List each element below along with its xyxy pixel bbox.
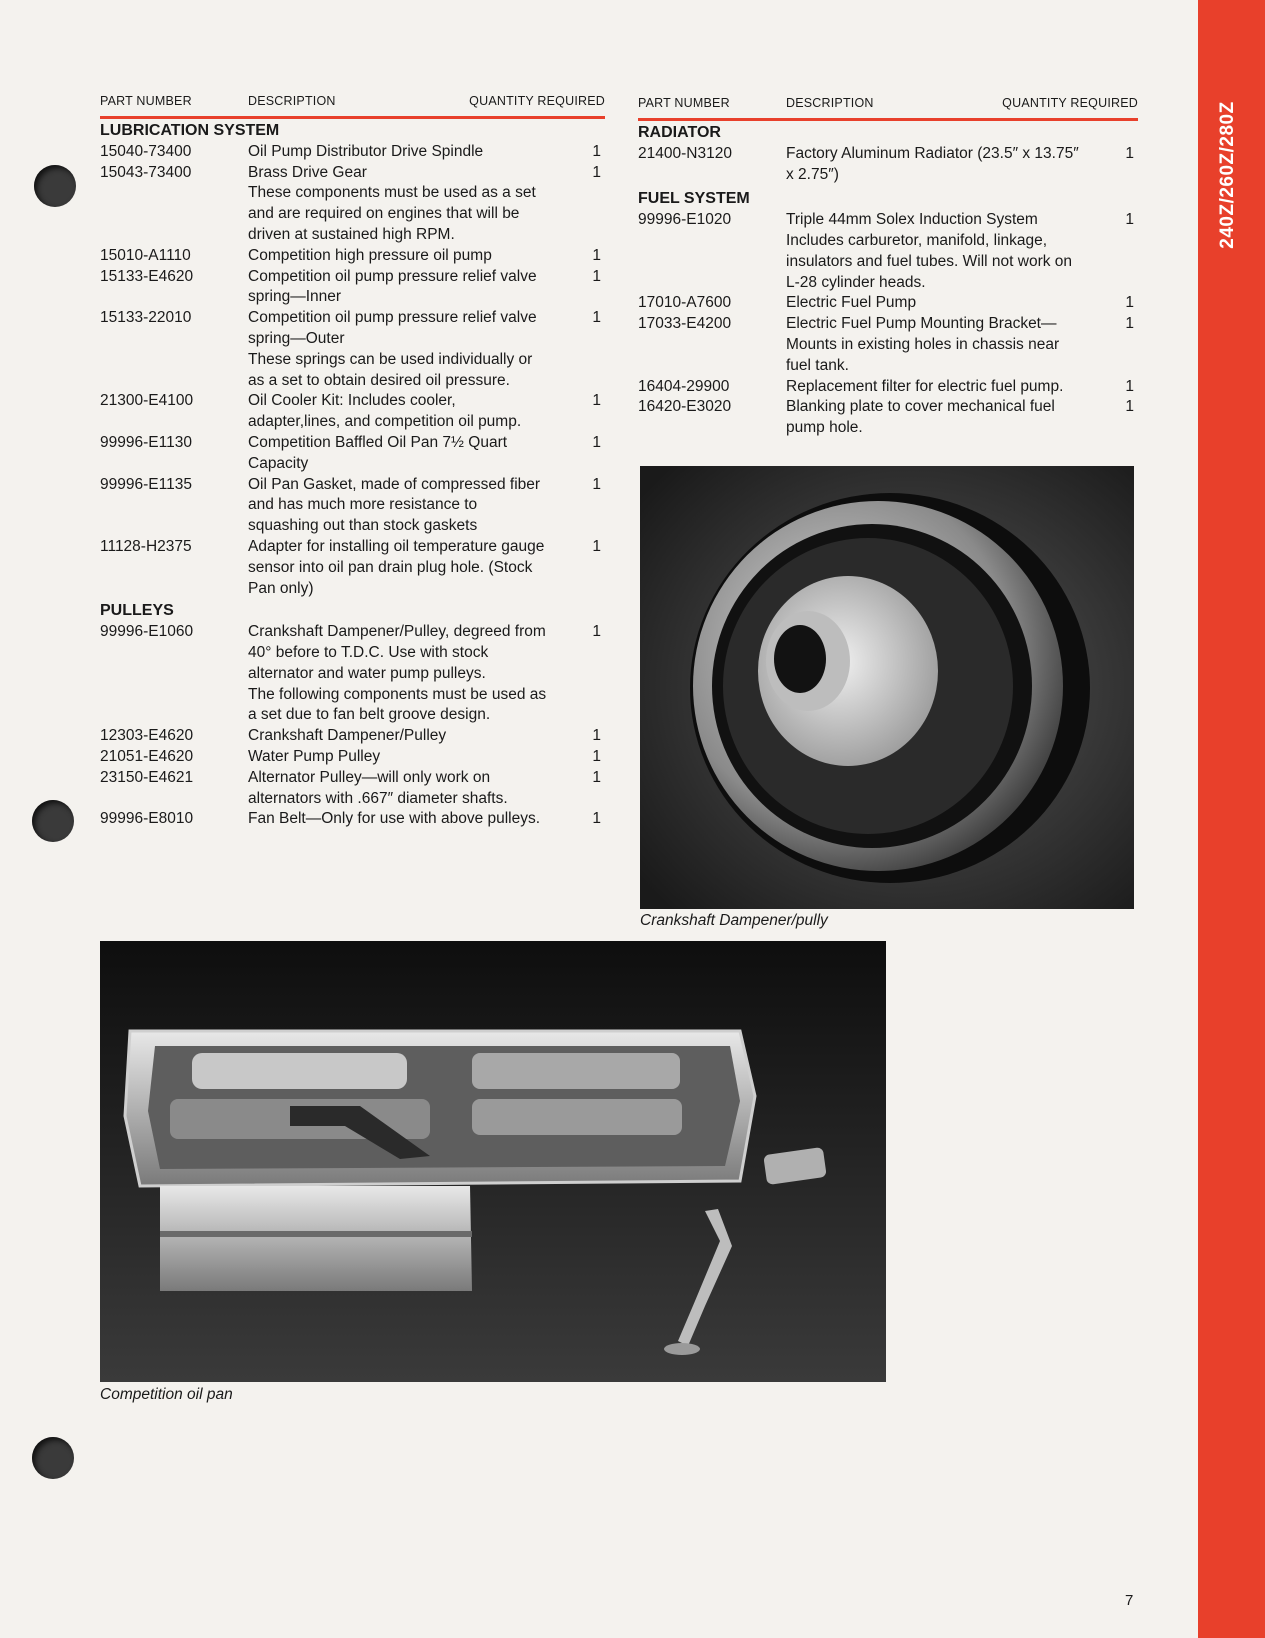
part-number: 15043-73400	[100, 163, 192, 181]
part-quantity: 1	[1125, 398, 1134, 416]
part-description: Crankshaft Dampener/Pulley	[248, 727, 447, 745]
part-row	[638, 144, 1138, 186]
part-row	[638, 314, 1138, 376]
part-number: 21051-E4620	[100, 747, 194, 765]
oil-pan-photo-caption: Competition oil pan	[100, 1386, 233, 1403]
part-row	[100, 622, 605, 684]
crankshaft-pulley-photo	[640, 466, 1134, 909]
part-row	[100, 475, 605, 537]
part-row	[638, 210, 1138, 293]
header-quantity: QUANTITY REQUIRED	[1002, 96, 1138, 110]
part-note: These components must be used as a set and are required on engines that will be driven at sustained high RPM.	[248, 184, 536, 243]
header-quantity: QUANTITY REQUIRED	[469, 94, 605, 108]
part-number: 15010-A1110	[100, 246, 191, 264]
left-parts-column	[100, 94, 605, 830]
section-title-radiator: RADIATOR	[638, 124, 721, 141]
part-description: Competition oil pump pressure relief valve spring—Outer	[248, 309, 537, 347]
part-row	[100, 768, 605, 810]
oil-pan-illustration	[100, 941, 886, 1382]
part-quantity: 1	[1125, 315, 1134, 333]
pulley-illustration	[640, 466, 1134, 909]
part-row	[100, 142, 605, 163]
part-description: Competition high pressure oil pump	[248, 246, 492, 264]
part-quantity: 1	[592, 246, 601, 264]
section-title-fuel-system: FUEL SYSTEM	[638, 190, 750, 208]
part-description: Competition Baffled Oil Pan 7½ Quart Capacity	[248, 433, 508, 472]
model-label: 240Z/260Z/280Z	[1217, 101, 1238, 249]
part-description: Crankshaft Dampener/Pulley, degreed from 40° before to T.D.C. Use with stock alternator and water pump pulleys.	[248, 623, 546, 682]
part-description: Oil Pan Gasket, made of compressed fiber and has much more resistance to squashing out than stock gaskets	[248, 475, 541, 535]
part-description: Alternator Pulley—will only work on alternators with .667″ diameter shafts.	[248, 768, 508, 807]
part-description: Blanking plate to cover mechanical fuel pump hole.	[786, 398, 1055, 437]
part-quantity: 1	[1125, 211, 1134, 229]
header-description: DESCRIPTION	[786, 96, 874, 110]
part-quantity: 1	[592, 727, 601, 745]
part-row	[100, 308, 605, 350]
part-description: Competition oil pump pressure relief valve spring—Inner	[248, 267, 537, 306]
part-description: Fan Belt—Only for use with above pulleys.	[248, 810, 541, 828]
part-number: 11128-H2375	[100, 537, 192, 555]
part-quantity: 1	[1125, 144, 1134, 162]
header-description: DESCRIPTION	[248, 94, 336, 108]
section-title-pulleys: PULLEYS	[100, 602, 174, 620]
part-row	[100, 267, 605, 309]
pulley-photo-caption: Crankshaft Dampener/pully	[640, 912, 828, 929]
part-row	[100, 537, 605, 599]
part-quantity: 1	[592, 433, 601, 451]
part-number: 17033-E4200	[638, 315, 732, 333]
part-number: 17010-A7600	[638, 294, 732, 312]
section-title-lubrication: LUBRICATION SYSTEM	[100, 122, 280, 139]
column-header	[100, 94, 605, 119]
part-description: Electric Fuel Pump	[786, 294, 917, 312]
header-part-number: PART NUMBER	[100, 94, 192, 108]
part-number: 15133-E4620	[100, 267, 194, 285]
part-description: Oil Cooler Kit: Includes cooler, adapter,lines, and competition oil pump.	[248, 392, 522, 431]
part-quantity: 1	[592, 392, 601, 410]
part-row	[100, 433, 605, 475]
part-description: Brass Drive Gear	[248, 163, 367, 181]
part-quantity: 1	[592, 142, 601, 160]
binder-hole	[32, 800, 74, 842]
part-quantity: 1	[592, 747, 601, 765]
part-row	[100, 391, 605, 433]
page-number: 7	[1125, 1592, 1134, 1609]
part-description: Factory Aluminum Radiator (23.5″ x 13.75″ x 2.75″)	[786, 144, 1079, 183]
part-number: 99996-E1130	[100, 433, 192, 451]
part-description: Water Pump Pulley	[248, 747, 381, 765]
part-number: 15040-73400	[100, 142, 192, 160]
header-part-number: PART NUMBER	[638, 96, 730, 110]
part-quantity: 1	[592, 309, 601, 327]
part-number: 15133-22010	[100, 309, 192, 327]
part-quantity: 1	[592, 768, 601, 786]
part-number: 16420-E3020	[638, 398, 732, 416]
competition-oil-pan-photo	[100, 941, 886, 1382]
part-row	[100, 246, 605, 267]
right-parts-column	[638, 96, 1138, 439]
part-number: 99996-E1020	[638, 211, 732, 229]
part-note: These springs can be used individually or as a set to obtain desired oil pressure.	[248, 350, 533, 389]
part-quantity: 1	[592, 537, 601, 555]
part-row	[100, 726, 605, 747]
part-number: 12303-E4620	[100, 727, 194, 745]
part-row	[100, 163, 605, 184]
part-quantity: 1	[1125, 294, 1134, 312]
part-description: Electric Fuel Pump Mounting Bracket—Mounts in existing holes in chassis near fuel tank.	[786, 315, 1060, 374]
part-description: Adapter for installing oil temperature gauge sensor into oil pan drain plug hole. (Stock Pan only)	[248, 537, 545, 597]
part-row	[100, 809, 605, 830]
part-description: Oil Pump Distributor Drive Spindle	[248, 142, 484, 160]
part-quantity: 1	[592, 810, 601, 828]
part-row	[638, 397, 1138, 439]
column-header	[638, 96, 1138, 121]
part-row	[638, 293, 1138, 314]
part-description: Triple 44mm Solex Induction System Includes carburetor, manifold, linkage, insulators and fuel tubes. Will not work on L-28 cylinder heads.	[786, 211, 1073, 291]
part-description: Replacement filter for electric fuel pump.	[786, 377, 1064, 395]
binder-hole	[32, 1437, 74, 1479]
part-number: 99996-E8010	[100, 810, 194, 828]
part-number: 99996-E1135	[100, 475, 192, 493]
binder-hole	[34, 165, 76, 207]
part-number: 99996-E1060	[100, 623, 194, 641]
part-number: 16404-29900	[638, 377, 730, 395]
part-note: The following components must be used as a set due to fan belt groove design.	[248, 685, 547, 724]
part-quantity: 1	[592, 267, 601, 285]
part-row	[638, 377, 1138, 398]
part-quantity: 1	[592, 475, 601, 493]
part-number: 23150-E4621	[100, 768, 194, 786]
part-quantity: 1	[1125, 377, 1134, 395]
part-number: 21400-N3120	[638, 144, 732, 162]
part-row	[100, 747, 605, 768]
part-quantity: 1	[592, 623, 601, 641]
part-number: 21300-E4100	[100, 392, 194, 410]
part-quantity: 1	[592, 163, 601, 181]
